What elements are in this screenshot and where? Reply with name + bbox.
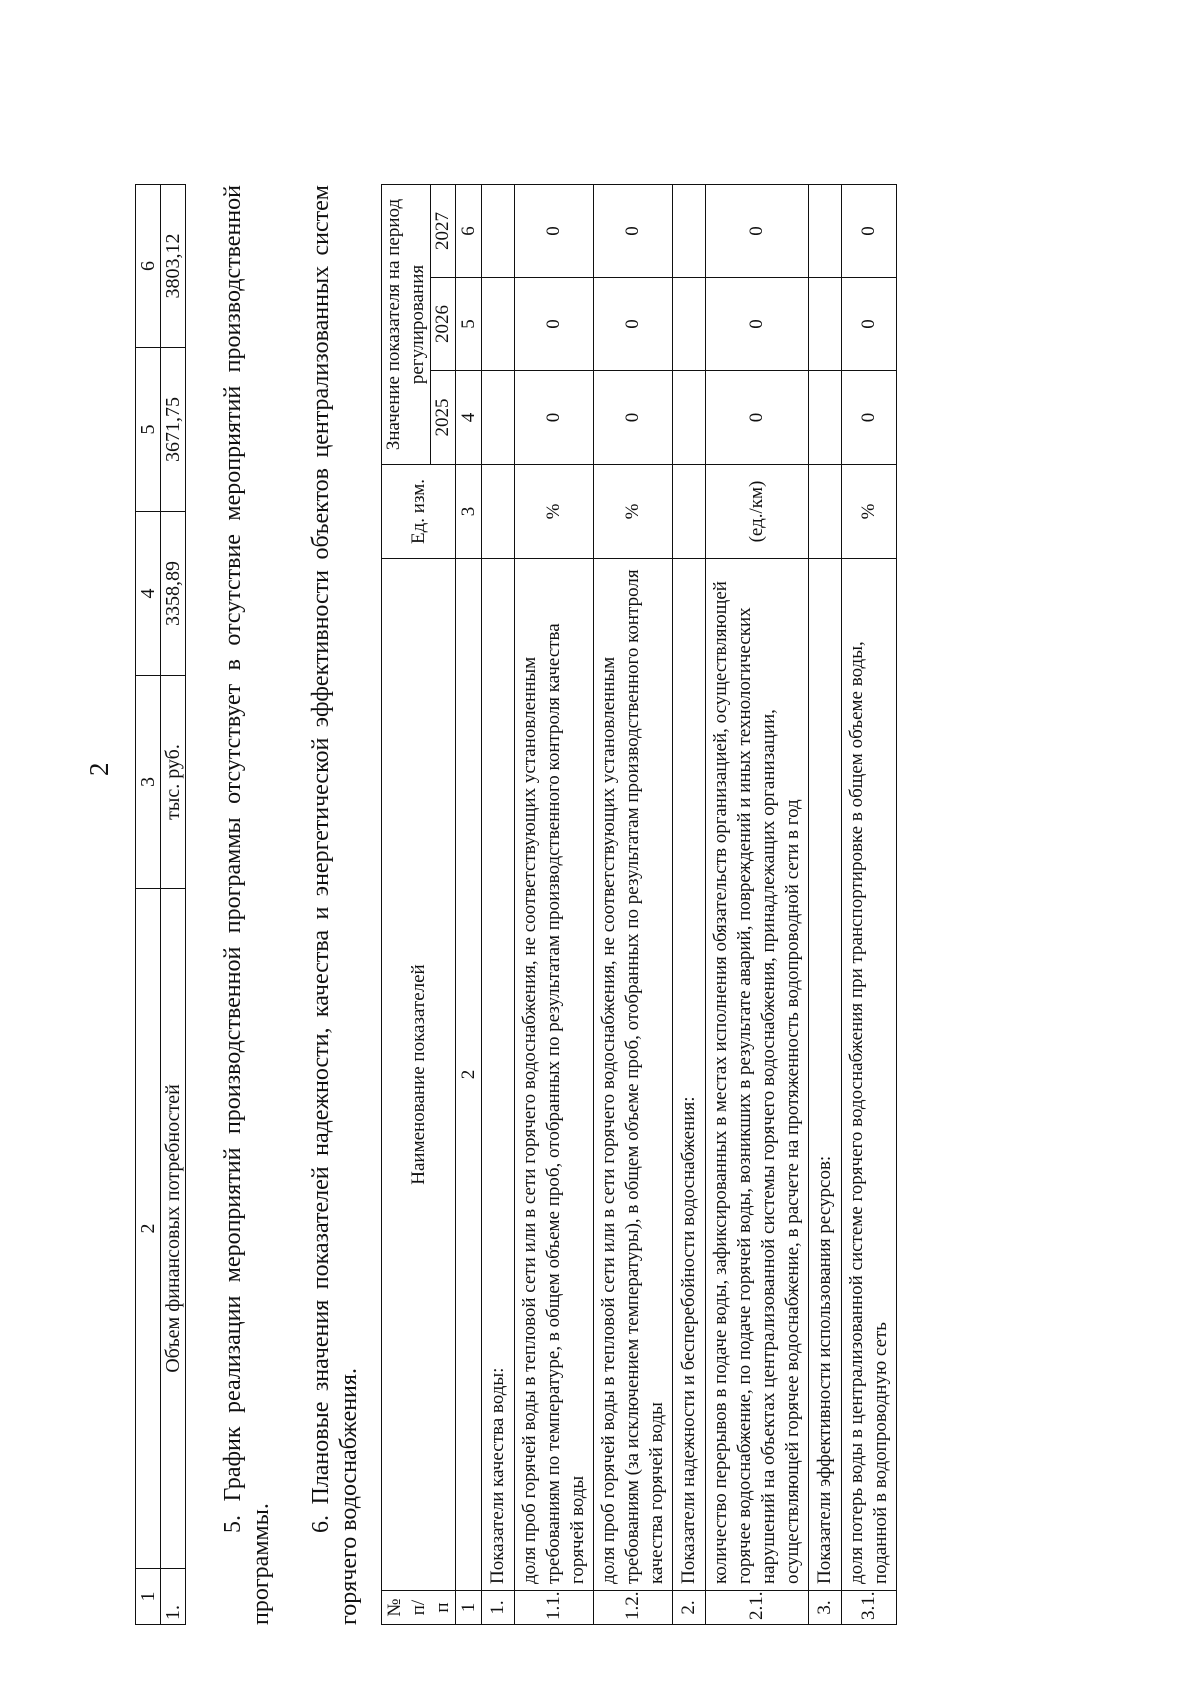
finance-row-value-2: 3671,75 <box>161 348 186 512</box>
indicators-numbering-row <box>456 185 482 1625</box>
numbering-cell: 3 <box>456 465 482 559</box>
empty-cell <box>673 185 706 278</box>
value-2026: 0 <box>594 278 673 371</box>
section-5-paragraph: 5. График реализации мероприятий производственной программы отсутствует в отсутствие мероприятий производственной программы. <box>220 185 274 1625</box>
row-num: 2.1. <box>706 1591 809 1625</box>
value-2026: 0 <box>706 278 809 371</box>
header-year-2027: 2027 <box>431 185 456 278</box>
indicator-unit: % <box>515 465 594 559</box>
value-2026: 0 <box>842 278 897 371</box>
numbering-cell: 6 <box>456 185 482 278</box>
row-num: 2. <box>673 1591 706 1625</box>
indicator-unit: % <box>594 465 673 559</box>
empty-cell <box>673 278 706 371</box>
value-2025: 0 <box>515 371 594 465</box>
header-year-2026: 2026 <box>431 278 456 371</box>
finance-row-value-1: 3358,89 <box>161 512 186 676</box>
finance-row-unit: тыс. руб. <box>161 676 186 889</box>
indicator-name: количество перерывов в подаче воды, зафиксированных в местах исполнения обязательств организацией, осуществляющей горячее водоснабжение, по подаче горячей воды, возникших в результате аварий, повреждений и иных технологических нарушений на объектах централизованной системы горячего водоснабжения, принадлежащих организации, осуществляющей горячее водоснабжение, в расчете на протяженность водопроводной сети в год <box>706 559 809 1591</box>
row-num: 1.2. <box>594 1591 673 1625</box>
indicator-row-2-1 <box>706 185 809 1625</box>
finance-table-header-row <box>136 185 161 1625</box>
section-row-reliability <box>673 185 706 1625</box>
section-6-paragraph: 6. Плановые значения показателей надежности, качества и энергетической эффективности объектов централизованных систем горячего водоснабжения. <box>308 185 362 1625</box>
empty-cell <box>809 185 842 278</box>
indicator-unit: (ед./км) <box>706 465 809 559</box>
section-title: Показатели эффективности использования ресурсов: <box>809 559 842 1591</box>
indicator-row-3-1 <box>842 185 897 1625</box>
numbering-cell: 1 <box>456 1591 482 1625</box>
finance-col-6: 6 <box>136 185 161 348</box>
indicator-name: доля потерь воды в централизованной системе горячего водоснабжения при транспортировке в общем объеме воды, поданной в водопроводную сеть <box>842 559 897 1591</box>
header-unit: Ед. изм. <box>382 465 456 559</box>
numbering-cell: 5 <box>456 278 482 371</box>
section-row-efficiency <box>809 185 842 1625</box>
finance-row-name: Объем финансовых потребностей <box>161 889 186 1569</box>
finance-table-row <box>161 185 186 1625</box>
value-2027: 0 <box>594 185 673 278</box>
indicators-table <box>381 184 897 1625</box>
page-number: 2 <box>84 762 114 776</box>
header-year-2025: 2025 <box>431 371 456 465</box>
empty-cell <box>482 185 515 278</box>
empty-cell <box>482 371 515 465</box>
finance-row-num: 1. <box>161 1569 186 1625</box>
value-2026: 0 <box>515 278 594 371</box>
value-2025: 0 <box>842 371 897 465</box>
row-num: 3.1. <box>842 1591 897 1625</box>
rotated-page-content <box>135 105 895 1625</box>
empty-cell <box>673 465 706 559</box>
numbering-cell: 4 <box>456 371 482 465</box>
row-num: 1.1. <box>515 1591 594 1625</box>
finance-col-3: 3 <box>136 676 161 889</box>
value-2027: 0 <box>515 185 594 278</box>
indicator-row-1-1 <box>515 185 594 1625</box>
header-num: № п/п <box>382 1591 456 1625</box>
empty-cell <box>809 465 842 559</box>
empty-cell <box>482 465 515 559</box>
indicator-name: доля проб горячей воды в тепловой сети или в сети горячего водоснабжения, не соответствующих установленным требованиям (за исключением температуры), в общем объеме проб, отобранных по результатам производственного контроля качества горячей воды <box>594 559 673 1591</box>
finance-table <box>135 184 186 1625</box>
finance-col-4: 4 <box>136 512 161 676</box>
indicator-row-1-2 <box>594 185 673 1625</box>
value-2025: 0 <box>594 371 673 465</box>
numbering-cell: 2 <box>456 559 482 1591</box>
finance-col-5: 5 <box>136 348 161 512</box>
indicators-header-row-1 <box>382 185 431 1625</box>
section-title: Показатели надежности и бесперебойности водоснабжения: <box>673 559 706 1591</box>
section-row-quality <box>482 185 515 1625</box>
empty-cell <box>482 278 515 371</box>
section-title: Показатели качества воды: <box>482 559 515 1591</box>
header-name: Наименование показателей <box>382 559 456 1591</box>
indicator-unit: % <box>842 465 897 559</box>
empty-cell <box>809 278 842 371</box>
value-2027: 0 <box>842 185 897 278</box>
row-num: 3. <box>809 1591 842 1625</box>
header-period: Значение показателя на период регулирования <box>382 185 431 465</box>
empty-cell <box>673 371 706 465</box>
finance-col-1: 1 <box>136 1569 161 1625</box>
value-2027: 0 <box>706 185 809 278</box>
row-num: 1. <box>482 1591 515 1625</box>
empty-cell <box>809 371 842 465</box>
finance-col-2: 2 <box>136 889 161 1569</box>
finance-row-value-3: 3803,12 <box>161 185 186 348</box>
value-2025: 0 <box>706 371 809 465</box>
indicator-name: доля проб горячей воды в тепловой сети или в сети горячего водоснабжения, не соответствующих установленным требованиям по температуре, в общем объеме проб, отобранных по результатам производственного контроля качества горячей воды <box>515 559 594 1591</box>
